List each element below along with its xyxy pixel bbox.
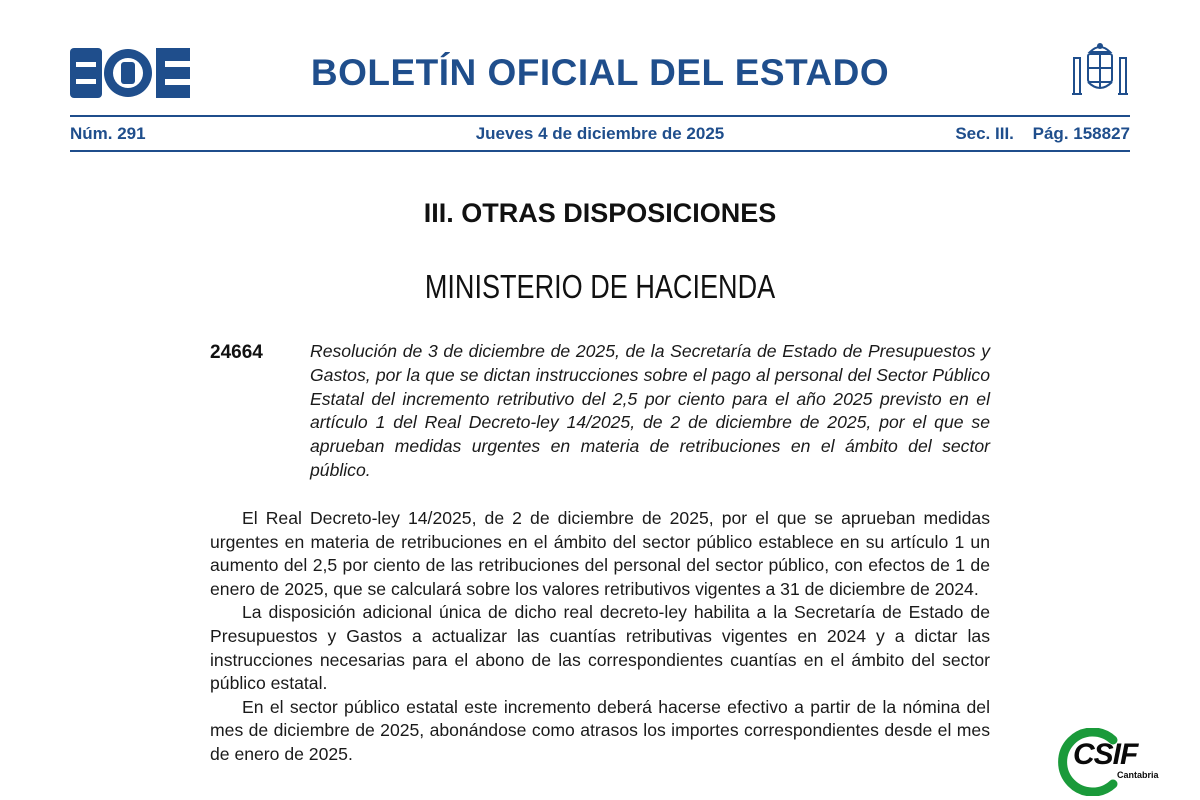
ministry-name: MINISTERIO DE HACIENDA <box>424 268 776 305</box>
issue-number: Núm. 291 <box>70 124 146 143</box>
header-divider-bottom <box>70 150 1130 152</box>
boe-logo <box>70 48 190 98</box>
header-divider <box>70 115 1130 117</box>
page-number: Pág. 158827 <box>1032 124 1130 143</box>
gazette-title: BOLETÍN OFICIAL DEL ESTADO <box>310 52 890 93</box>
section-page-info <box>955 124 1130 144</box>
resolution-title: Resolución de 3 de diciembre de 2025, de la Secretaría de Estado de Presupuestos y Gastos, por la que se dictan instrucciones sobre el pago al personal del Sector Público Estatal del incremento retributivo del 2,5 por ciento para el año 2025 previsto en el artículo 1 del Real Decreto-ley 14/2025, de 2 de diciembre de 2025, por el que se aprueban medidas urgentes en materia de retribuciones en el ámbito del sector público. <box>310 341 990 480</box>
body-paragraph: El Real Decreto-ley 14/2025, de 2 de diciembre de 2025, por el que se aprueban medidas urgentes en materia de retribuciones en el ámbito del sector público establece en su artículo 1 un aumento del 2,5 por ciento de las retribuciones del personal del sector público, con efectos de 1 de enero de 2025, que se calculará sobre los valores retributivos vigentes a 31 de diciembre de 2024. <box>210 508 990 599</box>
issue-date: Jueves 4 de diciembre de 2025 <box>475 124 725 143</box>
boe-header <box>0 0 1200 160</box>
csif-region-label: Cantabria <box>1117 770 1159 780</box>
section-label: Sec. III. <box>955 124 1014 143</box>
body-paragraph: En el sector público estatal este incremento deberá hacerse efectivo a partir de la nómina del mes de diciembre de 2025, abonándose como atrasos los importes correspondientes desde el mes de enero de 2025. <box>210 696 990 764</box>
csif-watermark-logo <box>1055 728 1195 796</box>
body-paragraph: La disposición adicional única de dicho real decreto-ley habilita a la Secretaría de Estado de Presupuestos y Gastos a actualizar las cuantías retributivas vigentes en 2024 y a dictar las instrucciones necesarias para el abono de las correspondientes cuantías en el ámbito del sector público estatal. <box>210 602 990 694</box>
section-title: III. OTRAS DISPOSICIONES <box>423 198 777 228</box>
resolution-number: 24664 <box>210 342 263 363</box>
csif-logo-text: CSIF <box>1073 738 1138 771</box>
coat-of-arms-icon <box>1068 38 1132 104</box>
document-body <box>210 507 990 767</box>
